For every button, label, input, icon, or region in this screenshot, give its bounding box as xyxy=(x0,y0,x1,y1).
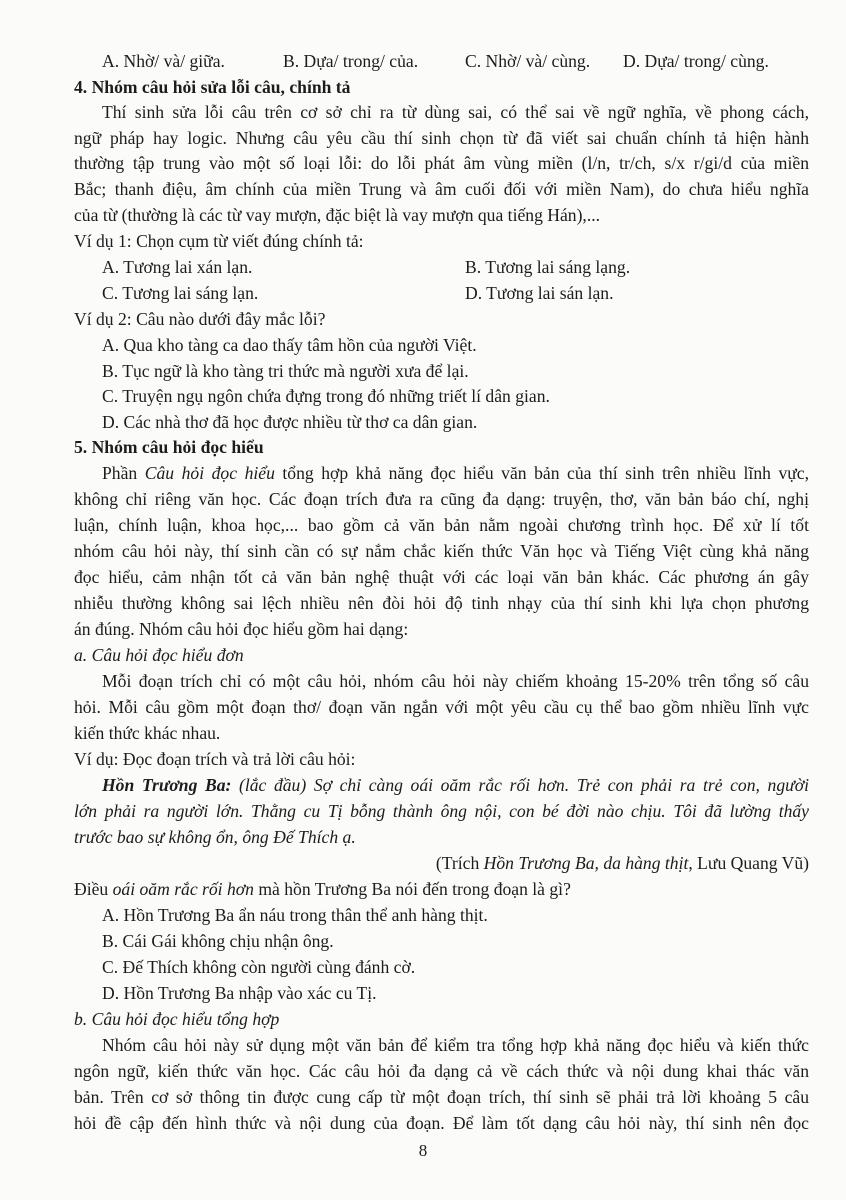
option-a: A. Nhờ/ và/ giữa. xyxy=(102,51,225,71)
quote-line: trước bao sự không ổn, ông Đế Thích ạ. xyxy=(74,827,356,847)
subsection-a-heading: a. Câu hỏi đọc hiểu đơn xyxy=(74,645,244,665)
quote-line: lớn phải ra người lớn. Thằng cu Tị bỗng thành ông nội, con bé đời nào chịu. Tôi đã lường thấy xyxy=(74,801,809,821)
paragraph-line: luận, chính luận, khoa học,... bao gồm cả văn bản nằm ngoài chương trình học. Để xử lí tốt xyxy=(74,515,809,535)
citation: (Trích Hồn Trương Ba, da hàng thịt, Lưu Quang Vũ) xyxy=(435,853,809,873)
paragraph-line: Nhóm câu hỏi này sử dụng một văn bản để kiểm tra tổng hợp khả năng đọc hiểu và kiến thức xyxy=(102,1035,809,1055)
example-2-option: C. Truyện ngụ ngôn chứa đựng trong đó những triết lí dân gian. xyxy=(102,386,550,406)
paragraph-line: hỏi đề cập đến hình thức và nội dung của đoạn. Để làm tốt dạng câu hỏi này, thí sinh nên đọc xyxy=(74,1113,809,1133)
paragraph-line: ngữ pháp hay logic. Nhưng câu yêu cầu thí sinh chọn từ đã viết sai chuẩn chính tả hiện hành xyxy=(74,128,809,148)
question-option: B. Cái Gái không chịu nhận ông. xyxy=(102,931,334,951)
paragraph-line: nhiễu thường không sai lệch nhiều nên đòi hỏi độ tinh nhạy của thí sinh khi lựa chọn phương xyxy=(74,593,809,613)
paragraph-line: thường tập trung vào một số loại lỗi: do lỗi phát âm vùng miền (l/n, tr/ch, s/x r/gi/d của miền xyxy=(74,153,809,173)
example-prompt: Ví dụ: Đọc đoạn trích và trả lời câu hỏi: xyxy=(74,749,356,769)
paragraph-line: của từ (thường là các từ vay mượn, đặc biệt là vay mượn qua tiếng Hán),... xyxy=(74,205,601,225)
example-2-option: B. Tục ngữ là kho tàng tri thức mà người xưa để lại. xyxy=(102,361,469,381)
paragraph-line: án đúng. Nhóm câu hỏi đọc hiểu gồm hai dạng: xyxy=(74,619,409,639)
quote-speaker: Hồn Trương Ba: xyxy=(102,775,232,795)
paragraph-line: Thí sinh sửa lỗi câu trên cơ sở chỉ ra từ dùng sai, có thể sai về ngữ nghĩa, về phong cách, xyxy=(102,102,809,122)
option-c: C. Nhờ/ và/ cùng. xyxy=(465,51,591,71)
example-1-option-b: B. Tương lai sáng lạng. xyxy=(465,257,631,277)
paragraph-line: Phần Câu hỏi đọc hiểu tổng hợp khả năng đọc hiểu văn bản của thí sinh trên nhiều lĩnh vực, xyxy=(102,463,809,483)
example-1-option-a: A. Tương lai xán lạn. xyxy=(102,257,253,277)
quote-line: Hồn Trương Ba: (lắc đầu) Sợ chỉ càng oái oăm rắc rối hơn. Trẻ con phải ra trẻ con, người xyxy=(102,775,809,795)
example-2-option: A. Qua kho tàng ca dao thấy tâm hồn của người Việt. xyxy=(102,335,477,355)
section-5-heading: 5. Nhóm câu hỏi đọc hiểu xyxy=(74,437,264,457)
paragraph-line: nhóm câu hỏi này, thí sinh cần có sự nắm chắc kiến thức Văn học và Tiếng Việt cùng khả năng xyxy=(74,541,809,561)
option-b: B. Dựa/ trong/ của. xyxy=(283,51,419,71)
example-2-option: D. Các nhà thơ đã học được nhiều từ thơ ca dân gian. xyxy=(102,412,478,432)
paragraph-line: Bắc; thanh điệu, âm chính của miền Trung và âm cuối đối với miền Nam), do chưa hiểu nghĩa xyxy=(74,179,809,199)
paragraph-line: hỏi. Mỗi câu gồm một đoạn thơ/ đoạn văn ngắn với một yêu cầu cụ thể bao gồm nhiều lĩnh vực xyxy=(74,697,809,717)
section-4-heading: 4. Nhóm câu hỏi sửa lỗi câu, chính tả xyxy=(74,77,351,97)
page-number: 8 xyxy=(418,1141,428,1160)
question-option: C. Đế Thích không còn người cùng đánh cờ. xyxy=(102,957,416,977)
option-d: D. Dựa/ trong/ cùng. xyxy=(623,51,769,71)
paragraph-line: kiến thức khác nhau. xyxy=(74,723,221,743)
paragraph-line: đọc hiểu, cảm nhận tốt cả văn bản nghệ thuật với các loại văn bản khác. Các phương án gây xyxy=(74,567,809,587)
question-option: D. Hồn Trương Ba nhập vào xác cu Tị. xyxy=(102,983,377,1003)
example-1-option-d: D. Tương lai sán lạn. xyxy=(465,283,614,303)
paragraph-line: Mỗi đoạn trích chỉ có một câu hỏi, nhóm câu hỏi này chiếm khoảng 15-20% trên tổng số câu xyxy=(102,671,809,691)
question: Điều oái oăm rắc rối hơn mà hồn Trương Ba nói đến trong đoạn là gì? xyxy=(74,879,571,899)
question-option: A. Hồn Trương Ba ẩn náu trong thân thể anh hàng thịt. xyxy=(102,905,488,925)
paragraph-line: không chỉ riêng văn học. Các đoạn trích đưa ra cũng đa dạng: truyện, thơ, văn bản báo chí, nghị xyxy=(74,489,809,509)
paragraph-line: ngôn ngữ, kiến thức văn học. Các câu hỏi đa dạng cả về cách thức và nội dung khai thác văn xyxy=(74,1061,809,1081)
paragraph-line: bản. Trên cơ sở thông tin được cung cấp từ một đoạn trích, thí sinh sẽ phải trả lời khoảng 5 câu xyxy=(74,1087,809,1107)
example-1-prompt: Ví dụ 1: Chọn cụm từ viết đúng chính tả: xyxy=(74,231,364,251)
example-1-option-c: C. Tương lai sáng lạn. xyxy=(102,283,259,303)
example-2-prompt: Ví dụ 2: Câu nào dưới đây mắc lỗi? xyxy=(74,309,326,329)
subsection-b-heading: b. Câu hỏi đọc hiểu tổng hợp xyxy=(74,1009,280,1029)
